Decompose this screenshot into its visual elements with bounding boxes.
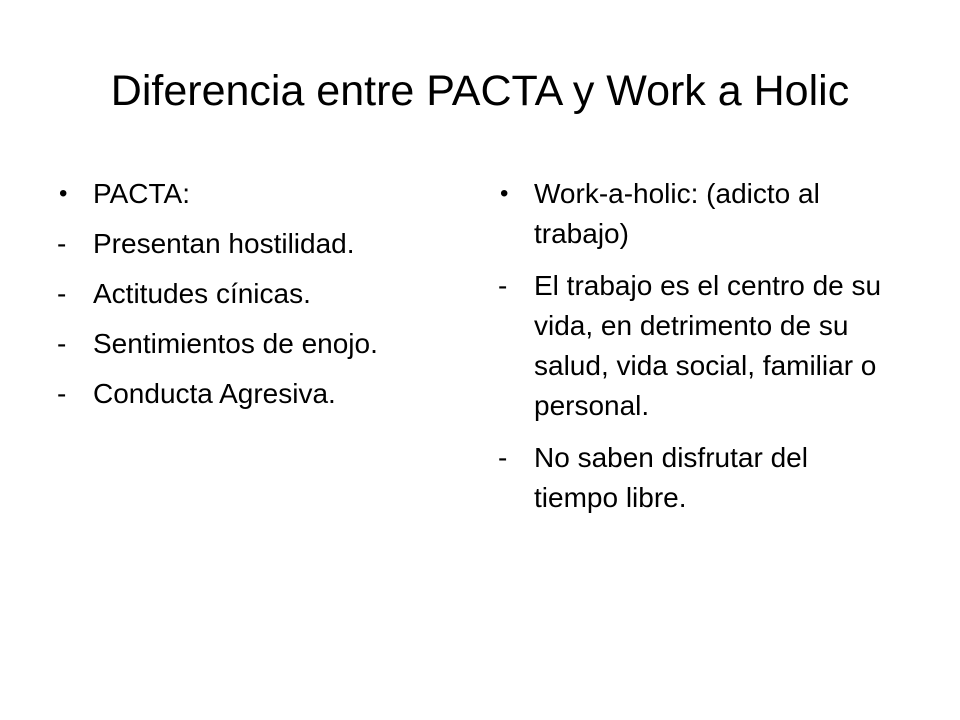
bullet-text: PACTA: <box>93 178 190 209</box>
slide-title: Diferencia entre PACTA y Work a Holic <box>110 67 850 115</box>
list-item <box>57 374 457 414</box>
bullet-item-pacta <box>57 174 457 214</box>
list-item <box>57 274 457 314</box>
list-item-text: El trabajo es el centro de su vida, en detrimento de su salud, vida social, familiar o personal. <box>534 270 882 421</box>
left-column <box>57 174 457 424</box>
list-item-text: Conducta Agresiva. <box>93 378 336 409</box>
right-column <box>498 174 898 530</box>
dash-icon: - <box>57 228 67 259</box>
list-item-text: No saben disfrutar del tiempo libre. <box>534 442 808 513</box>
dash-icon: - <box>498 270 508 301</box>
bullet-icon: • <box>59 180 68 207</box>
list-item <box>498 438 898 518</box>
bullet-text: Work-a-holic: (adicto al trabajo) <box>534 178 820 249</box>
list-item <box>57 224 457 264</box>
list-item-text: Actitudes cínicas. <box>93 278 311 309</box>
list-item <box>57 324 457 364</box>
list-item <box>498 266 898 426</box>
dash-icon: - <box>498 442 508 473</box>
dash-icon: - <box>57 328 67 359</box>
list-item-text: Sentimientos de enojo. <box>93 328 378 359</box>
bullet-item-workaholic <box>498 174 898 254</box>
dash-icon: - <box>57 378 67 409</box>
list-item-text: Presentan hostilidad. <box>93 228 355 259</box>
dash-icon: - <box>57 278 67 309</box>
bullet-icon: • <box>500 180 509 207</box>
